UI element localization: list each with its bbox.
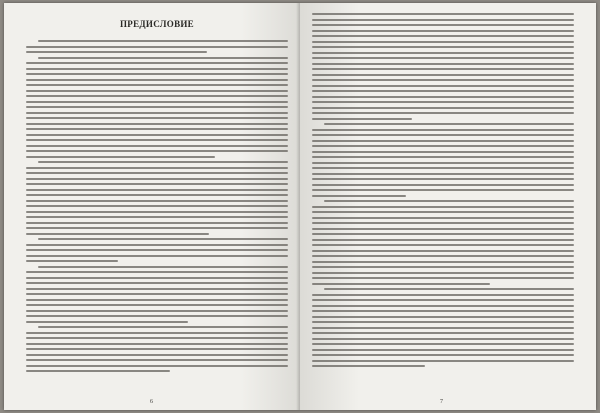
text-line bbox=[26, 167, 288, 169]
text-line bbox=[312, 283, 490, 285]
text-line bbox=[26, 343, 288, 345]
text-line bbox=[312, 349, 574, 351]
text-line bbox=[26, 293, 288, 295]
text-line bbox=[312, 299, 574, 301]
text-line bbox=[26, 233, 209, 235]
text-line bbox=[312, 211, 574, 213]
text-line bbox=[312, 79, 574, 81]
text-line bbox=[26, 194, 288, 196]
text-line bbox=[312, 30, 574, 32]
text-line bbox=[312, 338, 574, 340]
text-line bbox=[26, 354, 288, 356]
text-line bbox=[312, 63, 574, 65]
text-line bbox=[312, 228, 574, 230]
book-spread bbox=[4, 3, 596, 410]
text-line bbox=[312, 250, 574, 252]
text-line bbox=[26, 73, 288, 75]
text-line bbox=[26, 222, 288, 224]
text-line bbox=[26, 315, 288, 317]
text-line bbox=[312, 184, 574, 186]
text-line bbox=[26, 106, 288, 108]
text-line bbox=[312, 85, 574, 87]
text-line bbox=[312, 261, 574, 263]
text-line bbox=[26, 216, 288, 218]
left-text-block bbox=[26, 40, 288, 376]
text-line bbox=[26, 244, 288, 246]
text-line bbox=[312, 233, 574, 235]
text-line bbox=[312, 310, 574, 312]
text-line bbox=[26, 68, 288, 70]
text-line bbox=[324, 288, 574, 290]
text-line bbox=[38, 40, 288, 42]
text-line bbox=[26, 145, 288, 147]
text-line bbox=[26, 178, 288, 180]
text-line bbox=[312, 365, 425, 367]
text-line bbox=[26, 200, 288, 202]
text-line bbox=[312, 13, 574, 15]
text-line bbox=[26, 189, 288, 191]
text-line bbox=[312, 321, 574, 323]
text-line bbox=[26, 117, 288, 119]
text-line bbox=[312, 74, 574, 76]
right-page bbox=[300, 3, 596, 410]
text-line bbox=[26, 332, 288, 334]
text-line bbox=[312, 343, 574, 345]
text-line bbox=[26, 46, 288, 48]
text-line bbox=[26, 156, 215, 158]
text-line bbox=[312, 239, 574, 241]
text-line bbox=[312, 35, 574, 37]
text-line bbox=[312, 222, 574, 224]
text-line bbox=[38, 57, 288, 59]
text-line bbox=[26, 112, 288, 114]
text-line bbox=[26, 249, 288, 251]
text-line bbox=[312, 68, 574, 70]
text-line bbox=[312, 332, 574, 334]
text-line bbox=[26, 321, 188, 323]
text-line bbox=[312, 167, 574, 169]
page-heading: ПРЕДИСЛОВИЕ bbox=[120, 19, 194, 29]
text-line bbox=[26, 277, 288, 279]
text-line bbox=[26, 227, 288, 229]
text-line bbox=[312, 189, 574, 191]
text-line bbox=[312, 178, 574, 180]
text-line bbox=[26, 310, 288, 312]
left-page bbox=[4, 3, 300, 410]
text-line bbox=[312, 96, 574, 98]
text-line bbox=[26, 150, 288, 152]
text-line bbox=[26, 337, 288, 339]
text-line bbox=[312, 41, 574, 43]
text-line bbox=[312, 140, 574, 142]
text-line bbox=[312, 173, 574, 175]
text-line bbox=[312, 52, 574, 54]
page-number-right: 7 bbox=[440, 399, 443, 405]
text-line bbox=[26, 84, 288, 86]
text-line bbox=[26, 183, 288, 185]
text-line bbox=[26, 205, 288, 207]
text-line bbox=[312, 129, 574, 131]
text-line bbox=[312, 134, 574, 136]
text-line bbox=[26, 370, 170, 372]
text-line bbox=[312, 272, 574, 274]
text-line bbox=[312, 156, 574, 158]
text-line bbox=[324, 200, 574, 202]
text-line bbox=[312, 277, 574, 279]
text-line bbox=[312, 195, 406, 197]
text-line bbox=[26, 139, 288, 141]
text-line bbox=[324, 123, 574, 125]
text-line bbox=[312, 19, 574, 21]
text-line bbox=[26, 304, 288, 306]
text-line bbox=[312, 217, 574, 219]
text-line bbox=[26, 172, 288, 174]
text-line bbox=[26, 288, 288, 290]
text-line bbox=[26, 51, 207, 53]
text-line bbox=[26, 271, 288, 273]
text-line bbox=[312, 101, 574, 103]
text-line bbox=[312, 162, 574, 164]
text-line bbox=[26, 90, 288, 92]
text-line bbox=[26, 260, 118, 262]
text-line bbox=[26, 365, 288, 367]
text-line bbox=[312, 255, 574, 257]
text-line bbox=[26, 299, 288, 301]
text-line bbox=[312, 305, 574, 307]
text-line bbox=[312, 118, 412, 120]
text-line bbox=[312, 316, 574, 318]
right-text-block bbox=[312, 13, 574, 371]
text-line bbox=[312, 57, 574, 59]
text-line bbox=[312, 24, 574, 26]
text-line bbox=[312, 151, 574, 153]
text-line bbox=[38, 266, 288, 268]
text-line bbox=[26, 79, 288, 81]
text-line bbox=[312, 206, 574, 208]
page-number-left: 6 bbox=[150, 399, 153, 405]
text-line bbox=[312, 244, 574, 246]
text-line bbox=[26, 255, 288, 257]
text-line bbox=[312, 294, 574, 296]
text-line bbox=[312, 145, 574, 147]
text-line bbox=[312, 90, 574, 92]
text-line bbox=[26, 101, 288, 103]
text-line bbox=[26, 211, 288, 213]
text-line bbox=[26, 123, 288, 125]
text-line bbox=[26, 134, 288, 136]
text-line bbox=[312, 360, 574, 362]
text-line bbox=[38, 161, 288, 163]
text-line bbox=[26, 348, 288, 350]
text-line bbox=[26, 282, 288, 284]
text-line bbox=[312, 354, 574, 356]
text-line bbox=[312, 107, 574, 109]
text-line bbox=[26, 128, 288, 130]
text-line bbox=[26, 95, 288, 97]
text-line bbox=[312, 266, 574, 268]
text-line bbox=[312, 327, 574, 329]
text-line bbox=[26, 359, 288, 361]
text-line bbox=[38, 326, 288, 328]
text-line bbox=[312, 112, 574, 114]
text-line bbox=[312, 46, 574, 48]
text-line bbox=[26, 62, 288, 64]
text-line bbox=[38, 238, 288, 240]
